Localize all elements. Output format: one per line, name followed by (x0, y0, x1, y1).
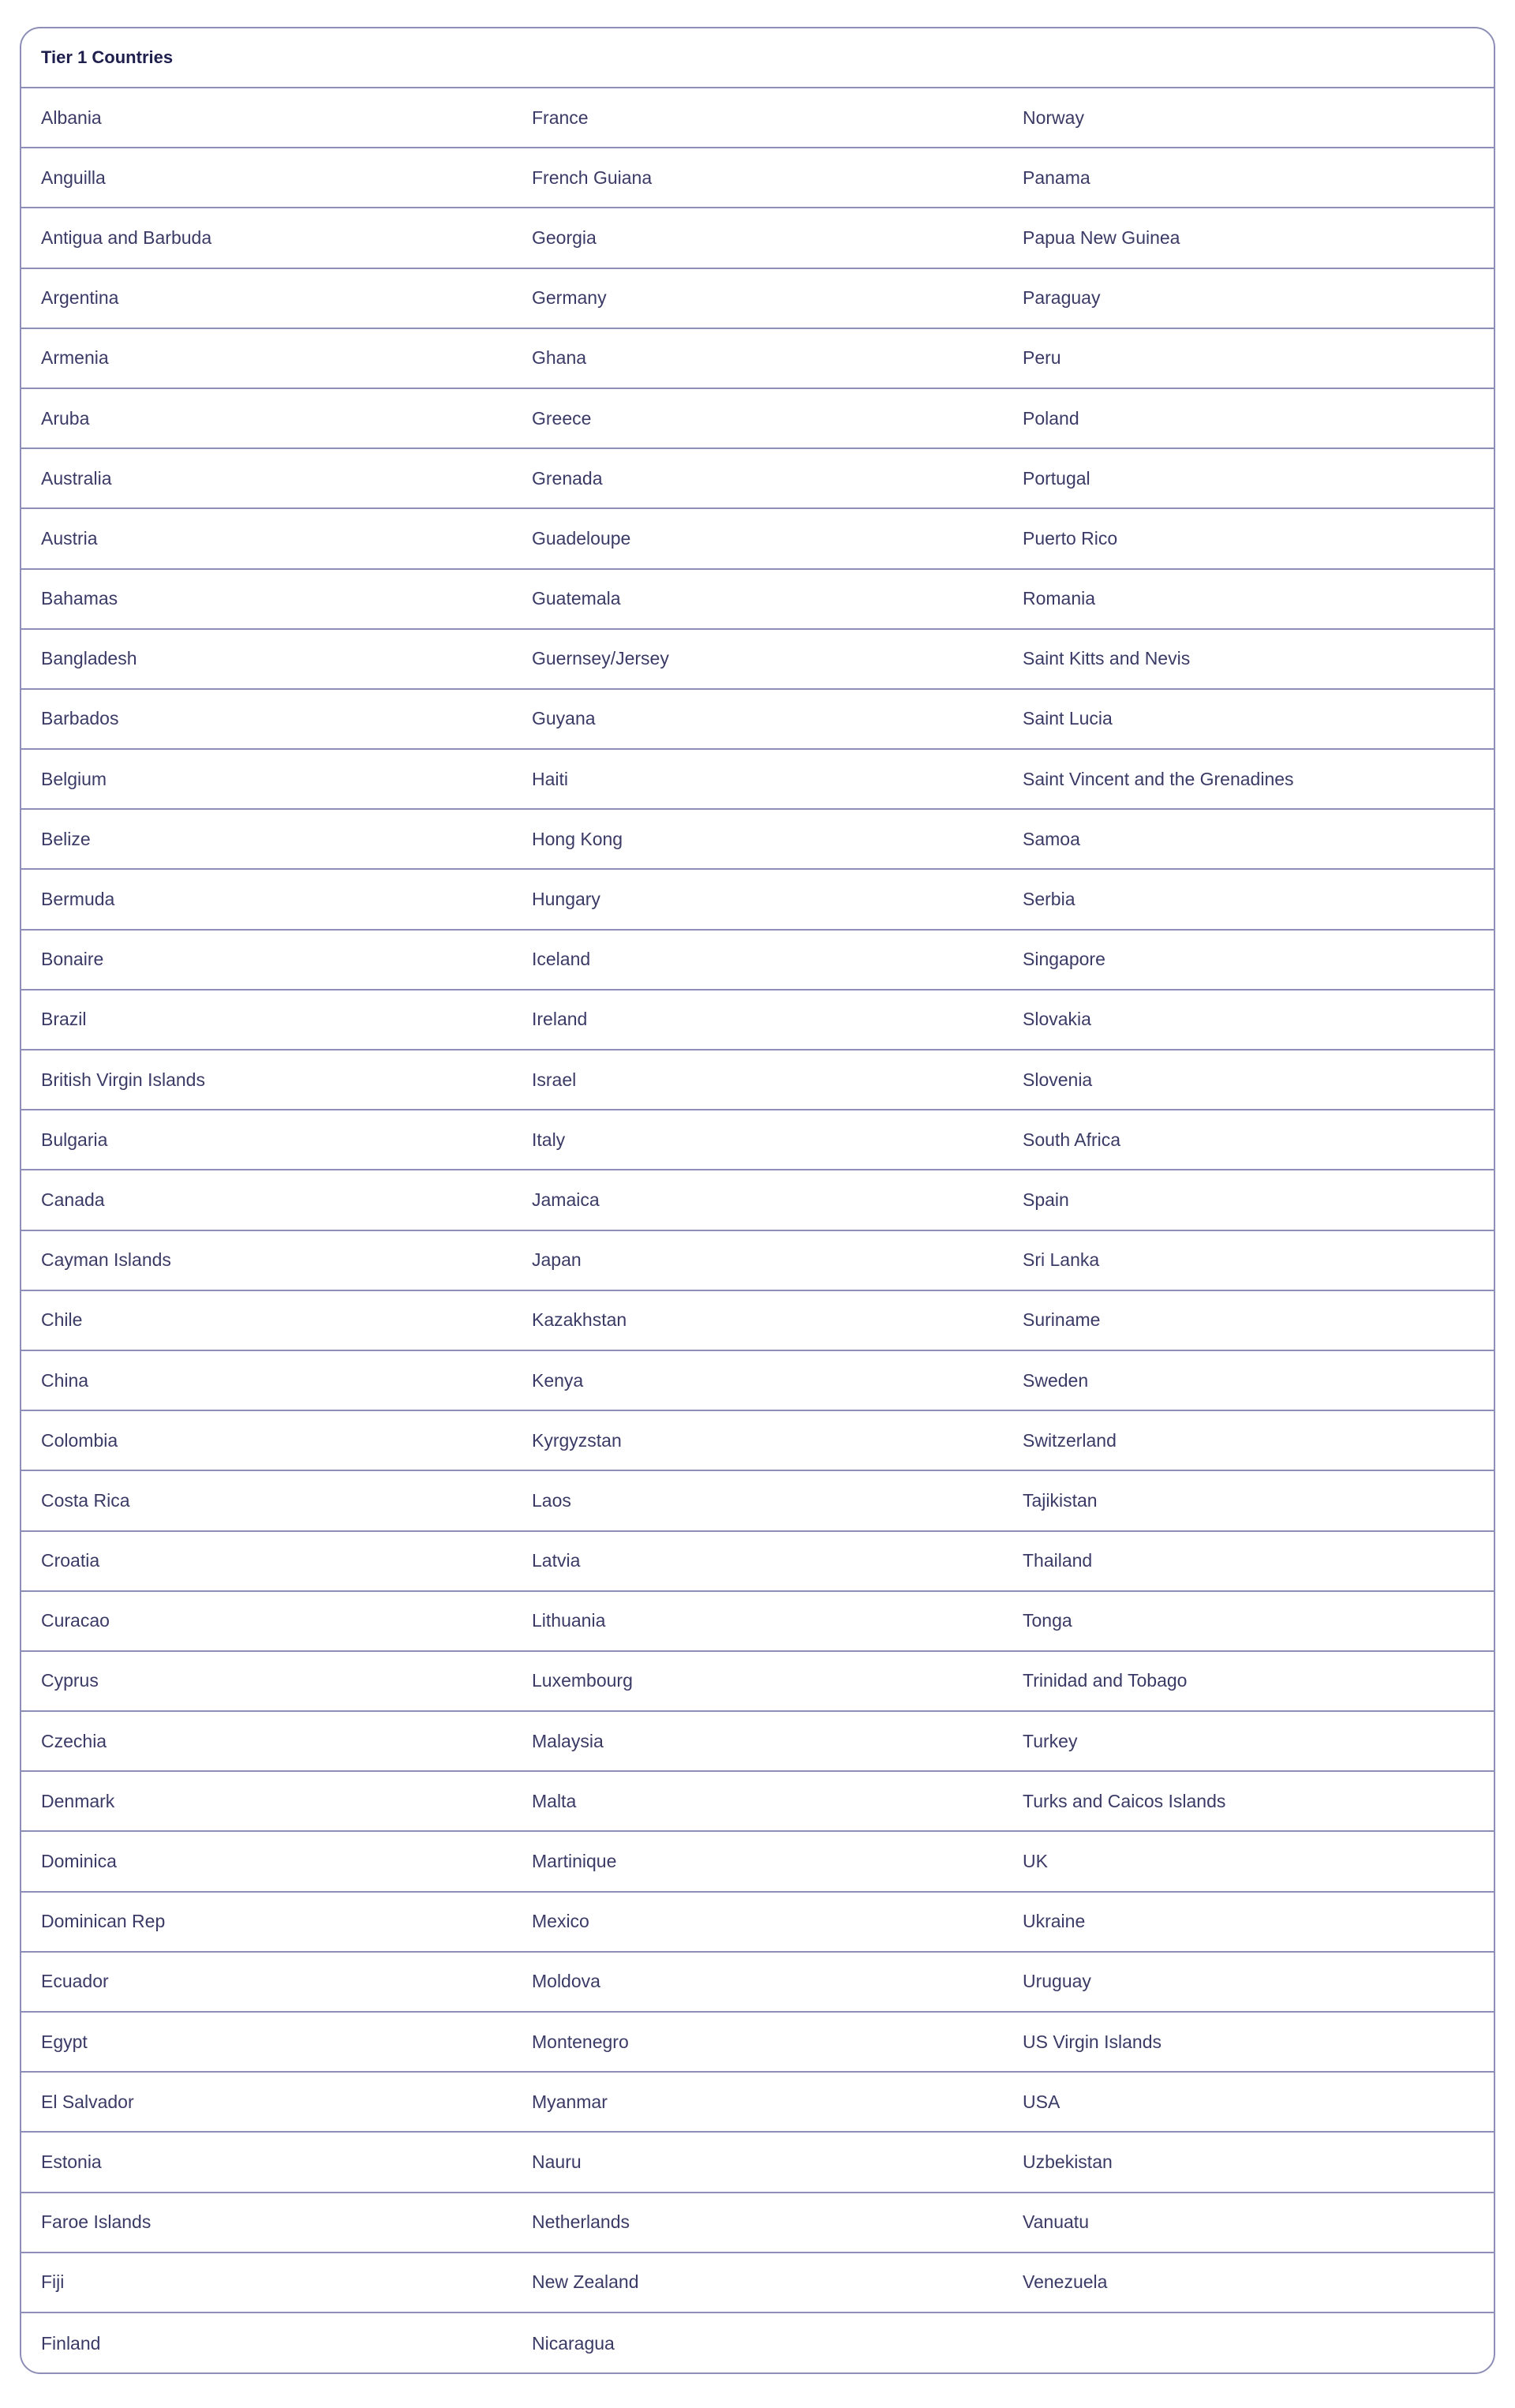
table-row (21, 389, 1494, 449)
country-cell: Finland (41, 2332, 101, 2354)
country-cell: Cayman Islands (41, 1249, 171, 1271)
country-cell: Hungary (532, 889, 600, 910)
country-cell: France (532, 107, 589, 128)
country-cell: Greece (532, 407, 592, 429)
country-cell: Uzbekistan (1023, 2151, 1113, 2172)
country-cell: Curacao (41, 1610, 110, 1631)
table-row (21, 148, 1494, 208)
country-cell: Antigua and Barbuda (41, 227, 212, 248)
table-row (21, 1652, 1494, 1712)
table-row (21, 1592, 1494, 1652)
country-cell: Myanmar (532, 2091, 608, 2112)
country-cell: Estonia (41, 2151, 102, 2172)
country-cell: El Salvador (41, 2091, 134, 2112)
country-cell: Hong Kong (532, 828, 623, 849)
country-cell: Luxembourg (532, 1670, 633, 1691)
country-cell: Italy (532, 1129, 566, 1150)
country-cell: Samoa (1023, 828, 1080, 849)
country-cell: Panama (1023, 167, 1090, 188)
country-cell: Malaysia (532, 1730, 604, 1751)
table-row (21, 509, 1494, 569)
table-row (21, 1712, 1494, 1772)
country-cell: Norway (1023, 107, 1084, 128)
country-cell: Sweden (1023, 1369, 1089, 1391)
table-row (21, 690, 1494, 750)
table-row (21, 2073, 1494, 2133)
table-row (21, 1411, 1494, 1471)
country-cell: Armenia (41, 347, 109, 369)
table-row (21, 1953, 1494, 2013)
country-cell: Ukraine (1023, 1911, 1086, 1932)
country-cell: Barbados (41, 708, 119, 729)
country-cell: Sri Lanka (1023, 1249, 1100, 1271)
country-cell: Netherlands (532, 2211, 630, 2233)
country-cell: Malta (532, 1790, 577, 1811)
country-cell: Bahamas (41, 588, 118, 609)
country-cell: Kazakhstan (532, 1309, 627, 1331)
country-cell: Tonga (1023, 1610, 1072, 1631)
table-row (21, 329, 1494, 389)
country-cell: Grenada (532, 467, 603, 489)
table-row (21, 2193, 1494, 2253)
country-cell: Ireland (532, 1009, 588, 1030)
table-row (21, 1772, 1494, 1832)
country-cell: Argentina (41, 287, 119, 309)
country-cell: US Virgin Islands (1023, 2031, 1162, 2052)
country-cell: Egypt (41, 2031, 88, 2052)
country-cell: Bermuda (41, 889, 115, 910)
country-cell: Guatemala (532, 588, 621, 609)
country-cell: Slovenia (1023, 1069, 1093, 1090)
country-cell: Georgia (532, 227, 597, 248)
country-cell: New Zealand (532, 2271, 639, 2293)
country-cell: Mexico (532, 1911, 589, 1932)
table-row (21, 2133, 1494, 2193)
table-row (21, 870, 1494, 930)
country-cell: Guadeloupe (532, 527, 631, 549)
country-cell: Peru (1023, 347, 1061, 369)
table-row (21, 2253, 1494, 2313)
country-cell: Brazil (41, 1009, 87, 1030)
country-cell: USA (1023, 2091, 1060, 2112)
country-cell: Jamaica (532, 1189, 600, 1210)
country-cell: Slovakia (1023, 1009, 1091, 1030)
country-cell: Czechia (41, 1730, 107, 1751)
country-cell: Austria (41, 527, 98, 549)
table-row (21, 1050, 1494, 1110)
table-row (21, 208, 1494, 268)
table-row (21, 1110, 1494, 1170)
country-cell: Thailand (1023, 1550, 1093, 1571)
country-cell: Ghana (532, 347, 587, 369)
country-cell: Guyana (532, 708, 596, 729)
country-cell: Saint Vincent and the Grenadines (1023, 768, 1294, 789)
country-cell: Paraguay (1023, 287, 1101, 309)
table-row (21, 88, 1494, 148)
country-cell: Saint Lucia (1023, 708, 1113, 729)
country-cell: Iceland (532, 949, 591, 970)
country-cell: Laos (532, 1489, 571, 1511)
country-cell: Bonaire (41, 949, 104, 970)
country-cell: Bangladesh (41, 648, 137, 669)
table-row (21, 1170, 1494, 1230)
country-cell: Colombia (41, 1429, 118, 1451)
country-cell: Belgium (41, 768, 107, 789)
table-row (21, 750, 1494, 810)
table-row (21, 449, 1494, 509)
country-cell: Martinique (532, 1851, 617, 1872)
country-cell: Poland (1023, 407, 1079, 429)
country-cell: UK (1023, 1851, 1048, 1872)
country-cell: Canada (41, 1189, 105, 1210)
country-cell: Singapore (1023, 949, 1105, 970)
table-row (21, 931, 1494, 991)
country-cell: Papua New Guinea (1023, 227, 1180, 248)
country-cell: Saint Kitts and Nevis (1023, 648, 1191, 669)
country-cell: Nicaragua (532, 2332, 615, 2354)
country-cell: Trinidad and Tobago (1023, 1670, 1188, 1691)
country-cell: China (41, 1369, 89, 1391)
country-cell: Portugal (1023, 467, 1090, 489)
country-cell: Moldova (532, 1971, 600, 1992)
country-cell: Aruba (41, 407, 90, 429)
country-cell: Uruguay (1023, 1971, 1091, 1992)
country-cell: Suriname (1023, 1309, 1101, 1331)
table-row (21, 630, 1494, 690)
country-cell: Belize (41, 828, 91, 849)
country-cell: Lithuania (532, 1610, 606, 1631)
country-cell: Vanuatu (1023, 2211, 1089, 2233)
table-row (21, 1471, 1494, 1531)
table-row (21, 810, 1494, 870)
country-cell: Dominican Rep (41, 1911, 166, 1932)
country-cell: Kyrgyzstan (532, 1429, 622, 1451)
country-cell: Venezuela (1023, 2271, 1108, 2293)
table-row (21, 991, 1494, 1050)
table-body (21, 88, 1494, 2373)
table-row (21, 2013, 1494, 2073)
country-cell: British Virgin Islands (41, 1069, 205, 1090)
table-title: Tier 1 Countries (21, 28, 1494, 88)
country-cell: Tajikistan (1023, 1489, 1098, 1511)
tier-1-countries-table (20, 27, 1495, 2374)
country-cell: French Guiana (532, 167, 653, 188)
country-cell: Dominica (41, 1851, 117, 1872)
country-cell: Denmark (41, 1790, 115, 1811)
country-cell: Montenegro (532, 2031, 629, 2052)
country-cell: Croatia (41, 1550, 100, 1571)
country-cell: Spain (1023, 1189, 1069, 1210)
table-row (21, 1291, 1494, 1351)
country-cell: Turks and Caicos Islands (1023, 1790, 1226, 1811)
country-cell: Chile (41, 1309, 83, 1331)
country-cell: Bulgaria (41, 1129, 108, 1150)
country-cell: Australia (41, 467, 112, 489)
country-cell: Germany (532, 287, 607, 309)
country-cell: Turkey (1023, 1730, 1078, 1751)
country-cell: Romania (1023, 588, 1096, 609)
table-row (21, 1832, 1494, 1892)
country-cell: South Africa (1023, 1129, 1121, 1150)
country-cell: Fiji (41, 2271, 65, 2293)
table-row (21, 570, 1494, 630)
country-cell: Guernsey/Jersey (532, 648, 669, 669)
table-row (21, 1532, 1494, 1592)
country-cell: Albania (41, 107, 102, 128)
country-cell: Faroe Islands (41, 2211, 152, 2233)
country-cell: Latvia (532, 1550, 581, 1571)
country-cell: Japan (532, 1249, 582, 1271)
country-cell: Haiti (532, 768, 569, 789)
table-row (21, 1351, 1494, 1411)
country-cell: Puerto Rico (1023, 527, 1118, 549)
table-row (21, 1893, 1494, 1953)
country-cell: Anguilla (41, 167, 106, 188)
country-cell: Nauru (532, 2151, 582, 2172)
country-cell: Cyprus (41, 1670, 99, 1691)
country-cell: Serbia (1023, 889, 1075, 910)
country-cell: Israel (532, 1069, 577, 1090)
table-row (21, 1231, 1494, 1291)
country-cell: Ecuador (41, 1971, 109, 1992)
country-cell: Switzerland (1023, 1429, 1117, 1451)
table-row (21, 2313, 1494, 2373)
country-cell: Kenya (532, 1369, 584, 1391)
table-row (21, 269, 1494, 329)
country-cell: Costa Rica (41, 1489, 130, 1511)
